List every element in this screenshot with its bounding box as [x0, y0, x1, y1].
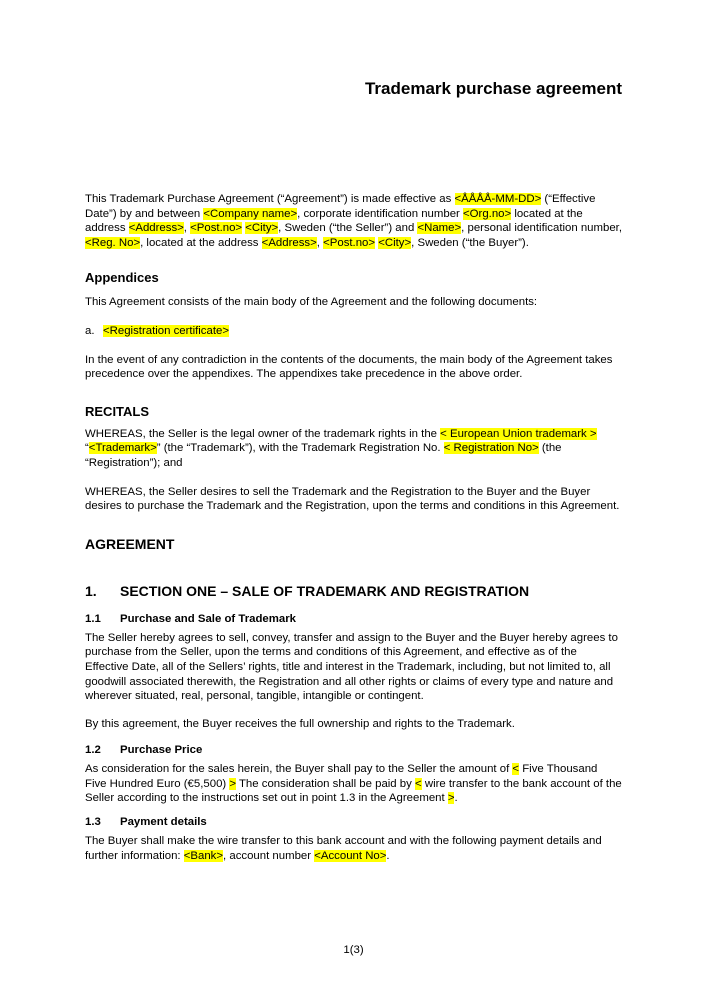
text-segment: This Trademark Purchase Agreement (“Agreement”) is made effective as: [85, 193, 455, 205]
appendix-item-marker: a.: [85, 324, 95, 337]
subsection-1-2-heading: [85, 743, 622, 758]
placeholder-highlight: <Org.no>: [463, 207, 512, 220]
subsection-1-1-number: 1.1: [85, 612, 101, 625]
text-segment: “: [85, 442, 89, 455]
placeholder-highlight: >: [447, 792, 455, 805]
appendix-item-label: [103, 324, 229, 339]
page-title: Trademark purchase agreement: [364, 79, 622, 98]
subsection-1-1-heading: [85, 612, 622, 627]
subsection-1-2-title: Purchase Price: [120, 744, 203, 757]
text-segment: The consideration shall be paid by: [236, 777, 416, 790]
subsection-1-3-title: Payment details: [120, 816, 207, 829]
text-segment: , account number: [223, 849, 315, 862]
appendix-item: [85, 324, 622, 339]
purchase-sale-paragraph: The Seller hereby agrees to sell, convey, transfer and assign to the Buyer and the Buyer hereby agrees to purchase from the Seller, upon the terms and conditions of this Agreement, and effective as of the Effective Date, all of the Sellers’ rights, title and interest in the Trademark, including, but not limited to, all goodwill associated therewith, the Registration and all other rights or claims of every type and nature and wherever situated, real, personal, tangible, intangible or contingent.: [85, 631, 618, 703]
subsection-1-3-heading: [85, 815, 622, 830]
placeholder-highlight: <Name>: [417, 222, 462, 235]
text-segment: ,: [316, 236, 324, 249]
text-segment: , Sweden (“the Buyer”).: [411, 236, 529, 249]
placeholder-highlight: <Address>: [128, 222, 184, 235]
document-content: [0, 78, 707, 863]
placeholder-highlight: <Trademark>: [88, 442, 157, 455]
placeholder-highlight: < Registration No>: [443, 442, 539, 455]
agreement-heading: AGREEMENT: [85, 535, 175, 552]
text-segment: WHEREAS, the Seller is the legal owner of the trademark rights in the: [85, 427, 441, 440]
text-segment: .: [454, 792, 458, 805]
subsection-1-3-number: 1.3: [85, 816, 101, 829]
appendices-intro: This Agreement consists of the main body of the Agreement and the following documents:: [85, 296, 538, 309]
text-segment: located at the address: [85, 207, 583, 235]
text-segment: , Sweden (“the Seller”) and: [278, 222, 418, 235]
placeholder-highlight: <Reg. No>: [85, 236, 141, 249]
text-segment: , corporate identification number: [297, 207, 464, 220]
whereas-clause-2: WHEREAS, the Seller desires to sell the Trademark and the Registration to the Buyer and the Buyer desires to purchase the Trademark and the Registration, upon the terms and conditions in this Agreement.: [85, 485, 620, 513]
text-segment: ,: [183, 222, 191, 235]
ownership-paragraph: By this agreement, the Buyer receives the full ownership and rights to the Trademark.: [85, 717, 515, 730]
text-segment: , personal identification number,: [461, 222, 623, 235]
placeholder-highlight: <ÅÅÅÅ-MM-DD>: [454, 193, 542, 205]
subsection-1-1-title: Purchase and Sale of Trademark: [120, 612, 296, 625]
recitals-heading: RECITALS: [85, 403, 150, 419]
page-number: 1(3): [343, 944, 364, 956]
text-segment: As consideration for the sales herein, the Buyer shall pay to the Seller the amount of: [85, 763, 513, 776]
text-segment: wire transfer to the bank account of the Seller according to the instructions set out in point 1.3 in the Agreement: [85, 777, 622, 805]
text-segment: , located at the address: [140, 236, 262, 249]
placeholder-highlight: <: [415, 777, 422, 790]
text-segment: (“Effective Date”) by and between: [85, 193, 596, 220]
placeholder-highlight: <Address>: [261, 236, 317, 249]
appendices-heading: Appendices: [85, 270, 159, 286]
text-segment: .: [386, 849, 390, 862]
placeholder-highlight: <Bank>: [183, 849, 224, 862]
placeholder-highlight: <City>: [378, 236, 412, 249]
placeholder-highlight: <Company name>: [203, 207, 298, 220]
text-segment: (the “Registration”); and: [85, 442, 562, 469]
placeholder-highlight: <City>: [245, 222, 279, 235]
payment-details-paragraph: [85, 834, 622, 863]
section-1-number: 1.: [85, 582, 97, 599]
section-1-heading: [85, 582, 622, 600]
intro-paragraph: [85, 192, 622, 250]
placeholder-highlight: <Account No>: [314, 849, 387, 862]
placeholder-highlight: <Post.no>: [323, 236, 376, 249]
placeholder-highlight: >: [229, 777, 237, 790]
text-segment: The Buyer shall make the wire transfer to this bank account and with the following payment details and further information:: [85, 835, 602, 862]
appendices-note: In the event of any contradiction in the contents of the documents, the main body of the Agreement takes precedence over the appendixes. The appendixes take precedence in the above order.: [85, 353, 613, 381]
section-1-title: SECTION ONE – SALE OF TRADEMARK AND REGISTRATION: [120, 582, 530, 599]
whereas-clause-1: [85, 427, 622, 471]
text-segment: ” (the “Trademark”), with the Trademark Registration No.: [156, 442, 444, 455]
placeholder-highlight: < European Union trademark >: [440, 427, 597, 440]
purchase-price-paragraph: [85, 762, 622, 806]
text-segment: Five Thousand Five Hundred Euro (€5,500): [85, 763, 598, 790]
placeholder-highlight: <: [512, 763, 520, 776]
placeholder-highlight: <Registration certificate>: [103, 324, 229, 337]
placeholder-highlight: <Post.no>: [190, 222, 243, 235]
subsection-1-2-number: 1.2: [85, 744, 101, 757]
